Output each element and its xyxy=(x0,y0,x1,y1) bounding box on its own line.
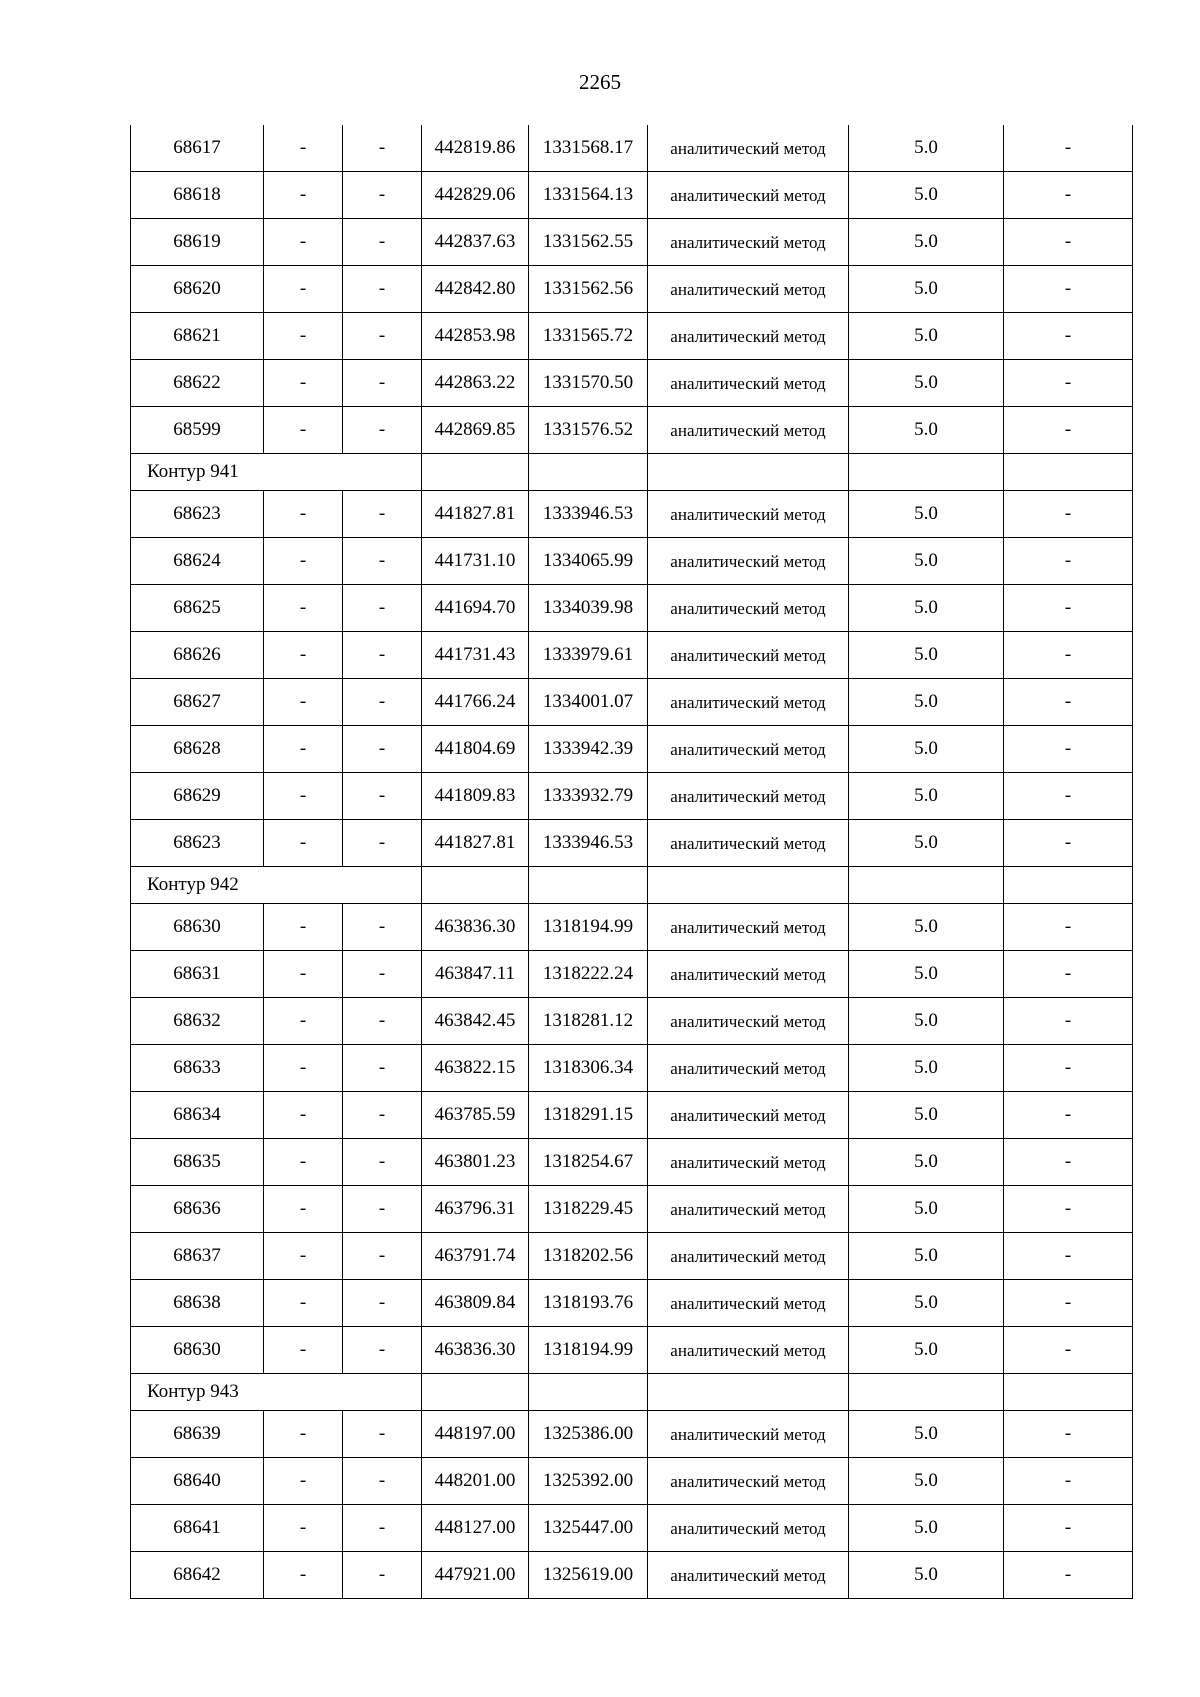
last-column-cell: - xyxy=(1004,1092,1133,1139)
y-coordinate-cell: 1318254.67 xyxy=(529,1139,648,1186)
table-row xyxy=(131,538,1133,585)
method-cell: аналитический метод xyxy=(648,951,849,998)
accuracy-cell: 5.0 xyxy=(849,125,1004,172)
y-coordinate-cell: 1325386.00 xyxy=(529,1411,648,1458)
table-row xyxy=(131,1458,1133,1505)
last-column-cell: - xyxy=(1004,632,1133,679)
x-coordinate-cell: 441694.70 xyxy=(422,585,529,632)
y-coordinate-cell: 1331562.56 xyxy=(529,266,648,313)
method-cell: аналитический метод xyxy=(648,1505,849,1552)
method-cell: аналитический метод xyxy=(648,172,849,219)
last-column-cell: - xyxy=(1004,1458,1133,1505)
contour-empty-cell xyxy=(849,867,1004,904)
column-3-cell: - xyxy=(343,266,422,313)
last-column-cell: - xyxy=(1004,820,1133,867)
point-id-cell: 68619 xyxy=(131,219,264,266)
contour-empty-cell xyxy=(849,454,1004,491)
method-cell: аналитический метод xyxy=(648,1458,849,1505)
last-column-cell: - xyxy=(1004,125,1133,172)
table-row xyxy=(131,219,1133,266)
accuracy-cell: 5.0 xyxy=(849,360,1004,407)
y-coordinate-cell: 1318291.15 xyxy=(529,1092,648,1139)
column-3-cell: - xyxy=(343,1411,422,1458)
column-2-cell: - xyxy=(264,1280,343,1327)
column-2-cell: - xyxy=(264,491,343,538)
last-column-cell: - xyxy=(1004,773,1133,820)
accuracy-cell: 5.0 xyxy=(849,1045,1004,1092)
y-coordinate-cell: 1334039.98 xyxy=(529,585,648,632)
contour-empty-cell xyxy=(422,454,529,491)
x-coordinate-cell: 463822.15 xyxy=(422,1045,529,1092)
point-id-cell: 68642 xyxy=(131,1552,264,1599)
coordinates-table xyxy=(130,125,1133,1599)
table-row xyxy=(131,773,1133,820)
x-coordinate-cell: 463791.74 xyxy=(422,1233,529,1280)
page-number: 2265 xyxy=(579,70,621,94)
method-cell: аналитический метод xyxy=(648,679,849,726)
y-coordinate-cell: 1333979.61 xyxy=(529,632,648,679)
column-3-cell: - xyxy=(343,172,422,219)
y-coordinate-cell: 1331562.55 xyxy=(529,219,648,266)
accuracy-cell: 5.0 xyxy=(849,266,1004,313)
x-coordinate-cell: 441766.24 xyxy=(422,679,529,726)
y-coordinate-cell: 1318281.12 xyxy=(529,998,648,1045)
method-cell: аналитический метод xyxy=(648,585,849,632)
table-row xyxy=(131,679,1133,726)
last-column-cell: - xyxy=(1004,1505,1133,1552)
table-row xyxy=(131,1186,1133,1233)
column-3-cell: - xyxy=(343,679,422,726)
column-3-cell: - xyxy=(343,1280,422,1327)
accuracy-cell: 5.0 xyxy=(849,1186,1004,1233)
y-coordinate-cell: 1331570.50 xyxy=(529,360,648,407)
column-3-cell: - xyxy=(343,773,422,820)
contour-empty-cell xyxy=(1004,867,1133,904)
point-id-cell: 68640 xyxy=(131,1458,264,1505)
column-2-cell: - xyxy=(264,998,343,1045)
y-coordinate-cell: 1318202.56 xyxy=(529,1233,648,1280)
x-coordinate-cell: 463847.11 xyxy=(422,951,529,998)
method-cell: аналитический метод xyxy=(648,904,849,951)
y-coordinate-cell: 1318229.45 xyxy=(529,1186,648,1233)
column-3-cell: - xyxy=(343,632,422,679)
method-cell: аналитический метод xyxy=(648,1552,849,1599)
point-id-cell: 68623 xyxy=(131,491,264,538)
x-coordinate-cell: 442863.22 xyxy=(422,360,529,407)
x-coordinate-cell: 441827.81 xyxy=(422,491,529,538)
x-coordinate-cell: 442837.63 xyxy=(422,219,529,266)
method-cell: аналитический метод xyxy=(648,1411,849,1458)
column-3-cell: - xyxy=(343,726,422,773)
method-cell: аналитический метод xyxy=(648,998,849,1045)
accuracy-cell: 5.0 xyxy=(849,407,1004,454)
method-cell: аналитический метод xyxy=(648,1092,849,1139)
y-coordinate-cell: 1334001.07 xyxy=(529,679,648,726)
last-column-cell: - xyxy=(1004,1327,1133,1374)
column-2-cell: - xyxy=(264,773,343,820)
accuracy-cell: 5.0 xyxy=(849,313,1004,360)
contour-header-row xyxy=(131,1374,1133,1411)
last-column-cell: - xyxy=(1004,172,1133,219)
point-id-cell: 68635 xyxy=(131,1139,264,1186)
table-row xyxy=(131,904,1133,951)
x-coordinate-cell: 441804.69 xyxy=(422,726,529,773)
x-coordinate-cell: 442829.06 xyxy=(422,172,529,219)
contour-empty-cell xyxy=(648,867,849,904)
column-3-cell: - xyxy=(343,585,422,632)
column-2-cell: - xyxy=(264,585,343,632)
accuracy-cell: 5.0 xyxy=(849,632,1004,679)
method-cell: аналитический метод xyxy=(648,360,849,407)
method-cell: аналитический метод xyxy=(648,1139,849,1186)
point-id-cell: 68625 xyxy=(131,585,264,632)
point-id-cell: 68599 xyxy=(131,407,264,454)
method-cell: аналитический метод xyxy=(648,773,849,820)
column-3-cell: - xyxy=(343,1139,422,1186)
last-column-cell: - xyxy=(1004,1139,1133,1186)
point-id-cell: 68626 xyxy=(131,632,264,679)
point-id-cell: 68622 xyxy=(131,360,264,407)
column-3-cell: - xyxy=(343,1505,422,1552)
table-row xyxy=(131,172,1133,219)
column-3-cell: - xyxy=(343,998,422,1045)
method-cell: аналитический метод xyxy=(648,1186,849,1233)
table-row xyxy=(131,491,1133,538)
contour-label: Контур 941 xyxy=(131,454,422,491)
table-row xyxy=(131,360,1133,407)
column-2-cell: - xyxy=(264,172,343,219)
method-cell: аналитический метод xyxy=(648,1233,849,1280)
table-row xyxy=(131,585,1133,632)
y-coordinate-cell: 1333946.53 xyxy=(529,820,648,867)
last-column-cell: - xyxy=(1004,679,1133,726)
x-coordinate-cell: 441827.81 xyxy=(422,820,529,867)
table-row xyxy=(131,1233,1133,1280)
last-column-cell: - xyxy=(1004,491,1133,538)
column-2-cell: - xyxy=(264,1233,343,1280)
column-3-cell: - xyxy=(343,1327,422,1374)
last-column-cell: - xyxy=(1004,726,1133,773)
table-row xyxy=(131,726,1133,773)
column-2-cell: - xyxy=(264,407,343,454)
y-coordinate-cell: 1325619.00 xyxy=(529,1552,648,1599)
x-coordinate-cell: 448201.00 xyxy=(422,1458,529,1505)
method-cell: аналитический метод xyxy=(648,313,849,360)
contour-empty-cell xyxy=(529,867,648,904)
table-row xyxy=(131,1505,1133,1552)
column-3-cell: - xyxy=(343,951,422,998)
table-row xyxy=(131,1411,1133,1458)
table-row xyxy=(131,1139,1133,1186)
table-row xyxy=(131,1092,1133,1139)
column-2-cell: - xyxy=(264,1327,343,1374)
last-column-cell: - xyxy=(1004,313,1133,360)
column-3-cell: - xyxy=(343,1045,422,1092)
column-2-cell: - xyxy=(264,1505,343,1552)
method-cell: аналитический метод xyxy=(648,125,849,172)
y-coordinate-cell: 1318194.99 xyxy=(529,904,648,951)
method-cell: аналитический метод xyxy=(648,266,849,313)
x-coordinate-cell: 447921.00 xyxy=(422,1552,529,1599)
accuracy-cell: 5.0 xyxy=(849,1139,1004,1186)
column-3-cell: - xyxy=(343,1186,422,1233)
method-cell: аналитический метод xyxy=(648,219,849,266)
point-id-cell: 68631 xyxy=(131,951,264,998)
y-coordinate-cell: 1333932.79 xyxy=(529,773,648,820)
column-3-cell: - xyxy=(343,125,422,172)
method-cell: аналитический метод xyxy=(648,632,849,679)
column-2-cell: - xyxy=(264,726,343,773)
table-row xyxy=(131,820,1133,867)
column-2-cell: - xyxy=(264,219,343,266)
point-id-cell: 68628 xyxy=(131,726,264,773)
table-row xyxy=(131,313,1133,360)
column-2-cell: - xyxy=(264,1045,343,1092)
last-column-cell: - xyxy=(1004,1280,1133,1327)
contour-header-row xyxy=(131,867,1133,904)
contour-empty-cell xyxy=(422,867,529,904)
y-coordinate-cell: 1331576.52 xyxy=(529,407,648,454)
column-2-cell: - xyxy=(264,1092,343,1139)
point-id-cell: 68630 xyxy=(131,1327,264,1374)
y-coordinate-cell: 1318193.76 xyxy=(529,1280,648,1327)
x-coordinate-cell: 463836.30 xyxy=(422,904,529,951)
y-coordinate-cell: 1334065.99 xyxy=(529,538,648,585)
contour-empty-cell xyxy=(529,454,648,491)
point-id-cell: 68627 xyxy=(131,679,264,726)
y-coordinate-cell: 1333946.53 xyxy=(529,491,648,538)
table-row xyxy=(131,951,1133,998)
column-3-cell: - xyxy=(343,904,422,951)
column-2-cell: - xyxy=(264,632,343,679)
point-id-cell: 68618 xyxy=(131,172,264,219)
point-id-cell: 68634 xyxy=(131,1092,264,1139)
point-id-cell: 68620 xyxy=(131,266,264,313)
point-id-cell: 68633 xyxy=(131,1045,264,1092)
contour-empty-cell xyxy=(529,1374,648,1411)
column-3-cell: - xyxy=(343,820,422,867)
point-id-cell: 68638 xyxy=(131,1280,264,1327)
column-2-cell: - xyxy=(264,125,343,172)
contour-empty-cell xyxy=(849,1374,1004,1411)
accuracy-cell: 5.0 xyxy=(849,1458,1004,1505)
x-coordinate-cell: 463801.23 xyxy=(422,1139,529,1186)
y-coordinate-cell: 1318194.99 xyxy=(529,1327,648,1374)
last-column-cell: - xyxy=(1004,1233,1133,1280)
accuracy-cell: 5.0 xyxy=(849,1411,1004,1458)
accuracy-cell: 5.0 xyxy=(849,585,1004,632)
column-2-cell: - xyxy=(264,360,343,407)
last-column-cell: - xyxy=(1004,585,1133,632)
accuracy-cell: 5.0 xyxy=(849,1233,1004,1280)
last-column-cell: - xyxy=(1004,1552,1133,1599)
accuracy-cell: 5.0 xyxy=(849,172,1004,219)
column-2-cell: - xyxy=(264,820,343,867)
point-id-cell: 68639 xyxy=(131,1411,264,1458)
x-coordinate-cell: 463842.45 xyxy=(422,998,529,1045)
x-coordinate-cell: 442853.98 xyxy=(422,313,529,360)
last-column-cell: - xyxy=(1004,904,1133,951)
accuracy-cell: 5.0 xyxy=(849,219,1004,266)
accuracy-cell: 5.0 xyxy=(849,538,1004,585)
method-cell: аналитический метод xyxy=(648,1280,849,1327)
x-coordinate-cell: 448197.00 xyxy=(422,1411,529,1458)
y-coordinate-cell: 1325392.00 xyxy=(529,1458,648,1505)
column-3-cell: - xyxy=(343,407,422,454)
accuracy-cell: 5.0 xyxy=(849,726,1004,773)
y-coordinate-cell: 1331565.72 xyxy=(529,313,648,360)
contour-empty-cell xyxy=(648,454,849,491)
method-cell: аналитический метод xyxy=(648,1045,849,1092)
last-column-cell: - xyxy=(1004,407,1133,454)
column-2-cell: - xyxy=(264,1552,343,1599)
contour-empty-cell xyxy=(1004,1374,1133,1411)
point-id-cell: 68637 xyxy=(131,1233,264,1280)
column-2-cell: - xyxy=(264,1411,343,1458)
method-cell: аналитический метод xyxy=(648,820,849,867)
point-id-cell: 68630 xyxy=(131,904,264,951)
table-row xyxy=(131,1327,1133,1374)
x-coordinate-cell: 442869.85 xyxy=(422,407,529,454)
accuracy-cell: 5.0 xyxy=(849,1505,1004,1552)
point-id-cell: 68636 xyxy=(131,1186,264,1233)
point-id-cell: 68624 xyxy=(131,538,264,585)
x-coordinate-cell: 442842.80 xyxy=(422,266,529,313)
accuracy-cell: 5.0 xyxy=(849,679,1004,726)
y-coordinate-cell: 1318222.24 xyxy=(529,951,648,998)
method-cell: аналитический метод xyxy=(648,1327,849,1374)
table-row xyxy=(131,407,1133,454)
table-body xyxy=(131,125,1133,1599)
contour-label: Контур 942 xyxy=(131,867,422,904)
table-row xyxy=(131,1552,1133,1599)
column-3-cell: - xyxy=(343,538,422,585)
x-coordinate-cell: 463796.31 xyxy=(422,1186,529,1233)
last-column-cell: - xyxy=(1004,951,1133,998)
table-row xyxy=(131,125,1133,172)
contour-empty-cell xyxy=(1004,454,1133,491)
contour-header-row xyxy=(131,454,1133,491)
column-2-cell: - xyxy=(264,951,343,998)
last-column-cell: - xyxy=(1004,1045,1133,1092)
column-2-cell: - xyxy=(264,904,343,951)
x-coordinate-cell: 463836.30 xyxy=(422,1327,529,1374)
table-row xyxy=(131,1045,1133,1092)
column-2-cell: - xyxy=(264,1186,343,1233)
x-coordinate-cell: 441731.10 xyxy=(422,538,529,585)
method-cell: аналитический метод xyxy=(648,407,849,454)
column-2-cell: - xyxy=(264,1458,343,1505)
last-column-cell: - xyxy=(1004,1411,1133,1458)
x-coordinate-cell: 441731.43 xyxy=(422,632,529,679)
column-3-cell: - xyxy=(343,1552,422,1599)
column-3-cell: - xyxy=(343,1458,422,1505)
column-2-cell: - xyxy=(264,313,343,360)
last-column-cell: - xyxy=(1004,219,1133,266)
y-coordinate-cell: 1331568.17 xyxy=(529,125,648,172)
point-id-cell: 68632 xyxy=(131,998,264,1045)
contour-empty-cell xyxy=(648,1374,849,1411)
method-cell: аналитический метод xyxy=(648,491,849,538)
table-row xyxy=(131,632,1133,679)
column-2-cell: - xyxy=(264,1139,343,1186)
column-3-cell: - xyxy=(343,1092,422,1139)
y-coordinate-cell: 1325447.00 xyxy=(529,1505,648,1552)
accuracy-cell: 5.0 xyxy=(849,491,1004,538)
last-column-cell: - xyxy=(1004,266,1133,313)
method-cell: аналитический метод xyxy=(648,538,849,585)
point-id-cell: 68617 xyxy=(131,125,264,172)
x-coordinate-cell: 442819.86 xyxy=(422,125,529,172)
accuracy-cell: 5.0 xyxy=(849,951,1004,998)
point-id-cell: 68621 xyxy=(131,313,264,360)
accuracy-cell: 5.0 xyxy=(849,773,1004,820)
y-coordinate-cell: 1333942.39 xyxy=(529,726,648,773)
y-coordinate-cell: 1331564.13 xyxy=(529,172,648,219)
point-id-cell: 68623 xyxy=(131,820,264,867)
contour-label: Контур 943 xyxy=(131,1374,422,1411)
x-coordinate-cell: 441809.83 xyxy=(422,773,529,820)
table-row xyxy=(131,998,1133,1045)
accuracy-cell: 5.0 xyxy=(849,1552,1004,1599)
table-row xyxy=(131,266,1133,313)
last-column-cell: - xyxy=(1004,360,1133,407)
accuracy-cell: 5.0 xyxy=(849,1280,1004,1327)
accuracy-cell: 5.0 xyxy=(849,820,1004,867)
last-column-cell: - xyxy=(1004,998,1133,1045)
column-3-cell: - xyxy=(343,219,422,266)
point-id-cell: 68629 xyxy=(131,773,264,820)
accuracy-cell: 5.0 xyxy=(849,904,1004,951)
column-3-cell: - xyxy=(343,360,422,407)
accuracy-cell: 5.0 xyxy=(849,1092,1004,1139)
x-coordinate-cell: 463785.59 xyxy=(422,1092,529,1139)
column-2-cell: - xyxy=(264,266,343,313)
y-coordinate-cell: 1318306.34 xyxy=(529,1045,648,1092)
last-column-cell: - xyxy=(1004,538,1133,585)
point-id-cell: 68641 xyxy=(131,1505,264,1552)
contour-empty-cell xyxy=(422,1374,529,1411)
x-coordinate-cell: 463809.84 xyxy=(422,1280,529,1327)
column-2-cell: - xyxy=(264,679,343,726)
table-row xyxy=(131,1280,1133,1327)
column-3-cell: - xyxy=(343,1233,422,1280)
method-cell: аналитический метод xyxy=(648,726,849,773)
accuracy-cell: 5.0 xyxy=(849,1327,1004,1374)
column-3-cell: - xyxy=(343,313,422,360)
accuracy-cell: 5.0 xyxy=(849,998,1004,1045)
x-coordinate-cell: 448127.00 xyxy=(422,1505,529,1552)
column-2-cell: - xyxy=(264,538,343,585)
last-column-cell: - xyxy=(1004,1186,1133,1233)
column-3-cell: - xyxy=(343,491,422,538)
